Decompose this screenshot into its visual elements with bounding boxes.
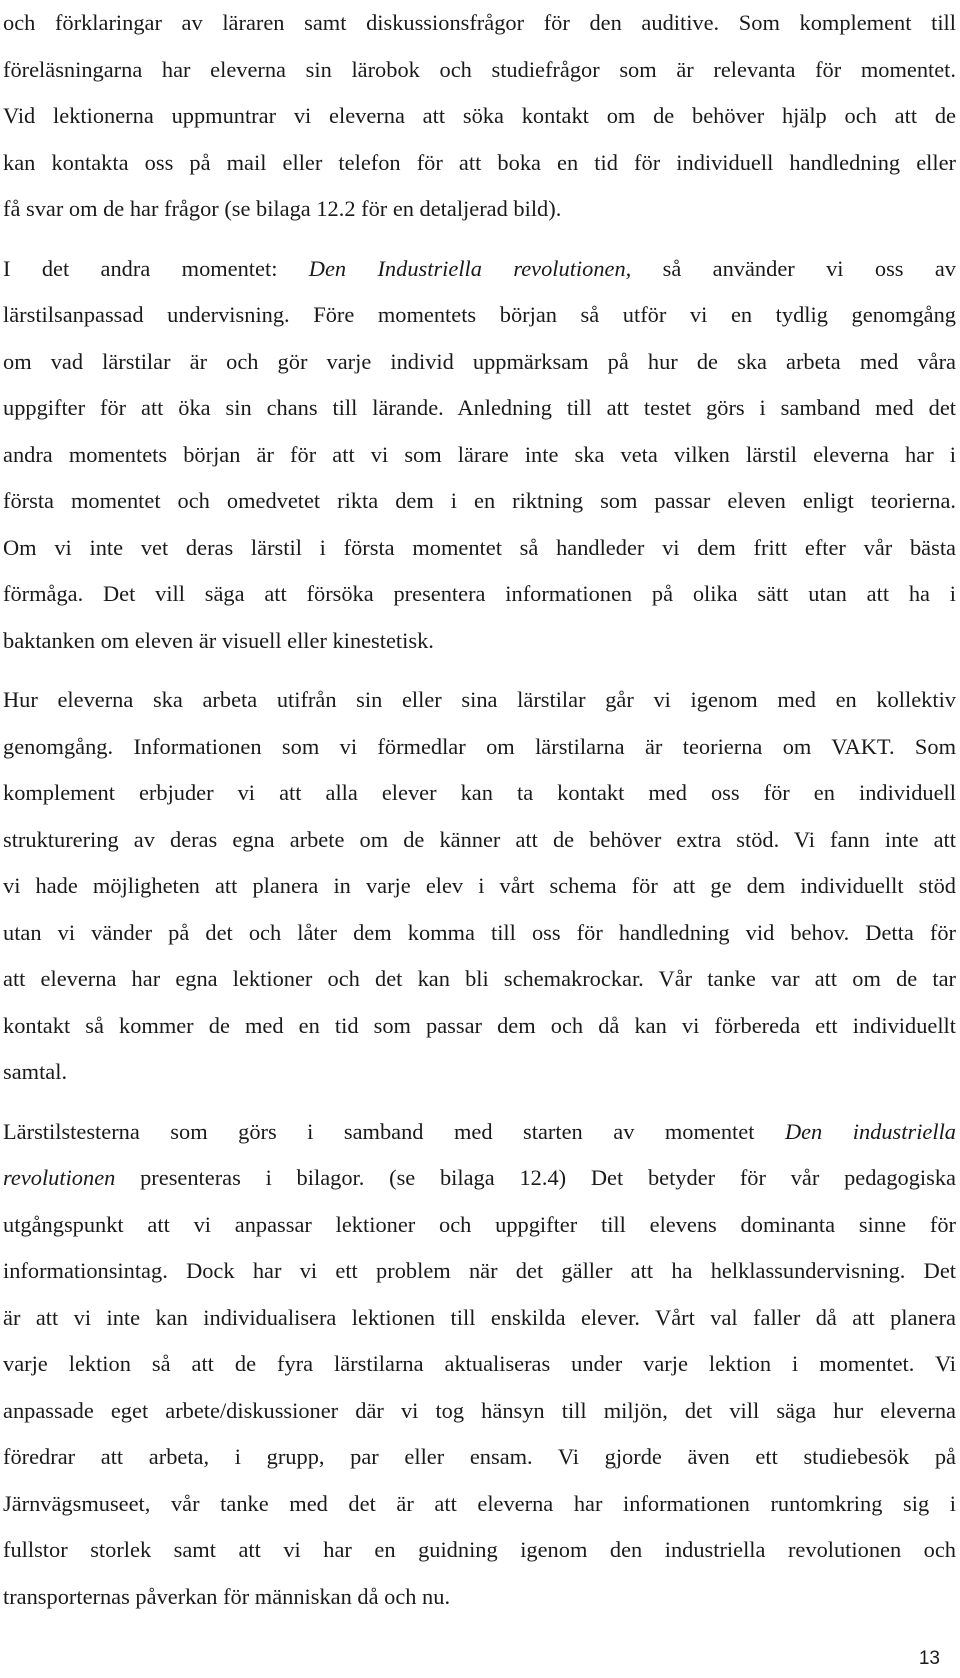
text-run: utgångspunkt att vi anpassar lektioner och uppgifter till elevens dominanta sinne för <box>3 1211 956 1237</box>
text-run: Järnvägsmuseet, vår tanke med det är att eleverna har informationen runtomkring sig i <box>3 1490 956 1516</box>
paragraph-gap <box>3 233 956 246</box>
text-line <box>3 1341 956 1388</box>
text-line <box>3 1202 956 1249</box>
paragraph-4 <box>3 1109 956 1621</box>
paragraph-3 <box>3 677 956 1096</box>
text-line <box>3 292 956 339</box>
text-run: föredrar att arbeta, i grupp, par eller ensam. Vi gjorde även ett studiebesök på <box>3 1444 956 1469</box>
text-run: Om vi inte vet deras lärstil i första momentet så handleder vi dem fritt efter vår bästa <box>3 534 956 560</box>
text-line <box>3 246 956 293</box>
text-run: uppgifter för att öka sin chans till lärande. Anledning till att testet görs i samband med det <box>3 395 956 420</box>
text-run: kan kontakta oss på mail eller telefon för att boka en tid för individuell handledning eller <box>3 149 956 175</box>
text-line <box>3 0 956 47</box>
text-run: Lärstilstesterna som görs i samband med starten av momentet <box>3 1118 785 1144</box>
text-run: utan vi vänder på det och låter dem komma till oss för handledning vid behov. Detta för <box>3 919 956 945</box>
text-line <box>3 770 956 817</box>
text-line <box>3 956 956 1003</box>
text-run: förmåga. Det vill säga att försöka presentera informationen på olika sätt utan att ha i <box>3 581 956 606</box>
paragraph-gap <box>3 1096 956 1109</box>
text-run: strukturering av deras egna arbete om de känner att de behöver extra stöd. Vi fann inte att <box>3 826 956 852</box>
text-line <box>3 385 956 432</box>
text-run: att eleverna har egna lektioner och det kan bli schemakrockar. Vår tanke var att om de tar <box>3 966 956 991</box>
text-line <box>3 1481 956 1528</box>
text-run: kontakt så kommer de med en tid som passar dem och då kan vi förbereda ett individuellt <box>3 1012 956 1038</box>
text-line <box>3 1049 956 1096</box>
text-run: genomgång. Informationen som vi förmedlar om lärstilarna är teorierna om VAKT. Som <box>3 733 956 759</box>
text-line <box>3 571 956 618</box>
text-run: föreläsningarna har eleverna sin lärobok och studiefrågor som är relevanta för momentet. <box>3 56 956 82</box>
text-line <box>3 140 956 187</box>
text-line <box>3 863 956 910</box>
text-line <box>3 910 956 957</box>
text-line <box>3 1155 956 1202</box>
text-run: första momentet och omedvetet rikta dem i en riktning som passar eleven enligt teorierna. <box>3 488 956 513</box>
text-line <box>3 1388 956 1435</box>
text-run: komplement erbjuder vi att alla elever kan ta kontakt med oss för en individuell <box>3 780 956 805</box>
text-run: Hur eleverna ska arbeta utifrån sin eller sina lärstilar går vi igenom med en kollektiv <box>3 687 956 712</box>
text-run: om vad lärstilar är och gör varje individ uppmärksam på hur de ska arbeta med våra <box>3 348 956 374</box>
text-run: är att vi inte kan individualisera lektionen till enskilda elever. Vårt val faller då att planera <box>3 1304 956 1330</box>
text-run: I det andra momentet: <box>3 255 309 281</box>
text-line <box>3 339 956 386</box>
text-run: varje lektion så att de fyra lärstilarna aktualiseras under varje lektion i momentet. Vi <box>3 1351 956 1376</box>
text-line <box>3 618 956 665</box>
text-run: fullstor storlek samt att vi har en guidning igenom den industriella revolutionen och <box>3 1537 956 1562</box>
document-page <box>3 0 956 1620</box>
text-line <box>3 432 956 479</box>
italic-title: Den Industriella revolutionen, <box>308 255 632 281</box>
paragraph-gap <box>3 664 956 677</box>
text-line <box>3 525 956 572</box>
text-run: informationsintag. Dock har vi ett problem när det gäller att ha helklassundervisning. Det <box>3 1258 956 1283</box>
text-line <box>3 47 956 94</box>
text-line <box>3 1527 956 1574</box>
text-line <box>3 724 956 771</box>
text-run: lärstilsanpassad undervisning. Före momentets början så utför vi en tydlig genomgång <box>3 302 956 327</box>
paragraph-2 <box>3 246 956 665</box>
text-run: Vid lektionerna uppmuntrar vi eleverna att söka kontakt om de behöver hjälp och att de <box>3 103 956 128</box>
text-run: andra momentets början är för att vi som lärare inte ska veta vilken lärstil eleverna har i <box>3 441 956 467</box>
text-run: och förklaringar av läraren samt diskussionsfrågor för den auditive. Som komplement till <box>3 10 956 35</box>
text-line <box>3 1434 956 1481</box>
italic-title: revolutionen <box>3 1165 116 1190</box>
text-line <box>3 186 956 233</box>
text-run: transporternas påverkan för människan då och nu. <box>3 1583 451 1609</box>
italic-title: Den industriella <box>784 1118 956 1144</box>
text-line <box>3 1248 956 1295</box>
text-run: få svar om de har frågor (se bilaga 12.2 för en detaljerad bild). <box>3 196 562 221</box>
text-line <box>3 817 956 864</box>
text-run: baktanken om eleven är visuell eller kinestetisk. <box>3 627 434 653</box>
text-line <box>3 677 956 724</box>
text-run: presenteras i bilagor. (se bilaga 12.4) Det betyder för vår pedagogiska <box>115 1165 956 1190</box>
text-line <box>3 1003 956 1050</box>
text-run: vi hade möjligheten att planera in varje elev i vårt schema för att ge dem individuellt stöd <box>3 873 956 898</box>
text-line <box>3 1109 956 1156</box>
text-line <box>3 478 956 525</box>
text-line <box>3 1295 956 1342</box>
text-line <box>3 93 956 140</box>
text-run: anpassade eget arbete/diskussioner där vi tog hänsyn till miljön, det vill säga hur eleverna <box>3 1397 956 1423</box>
paragraph-1 <box>3 0 956 233</box>
page-number: 13 <box>918 1648 940 1669</box>
text-run: samtal. <box>3 1059 68 1084</box>
text-line <box>3 1574 956 1621</box>
text-run: så använder vi oss av <box>631 255 956 281</box>
